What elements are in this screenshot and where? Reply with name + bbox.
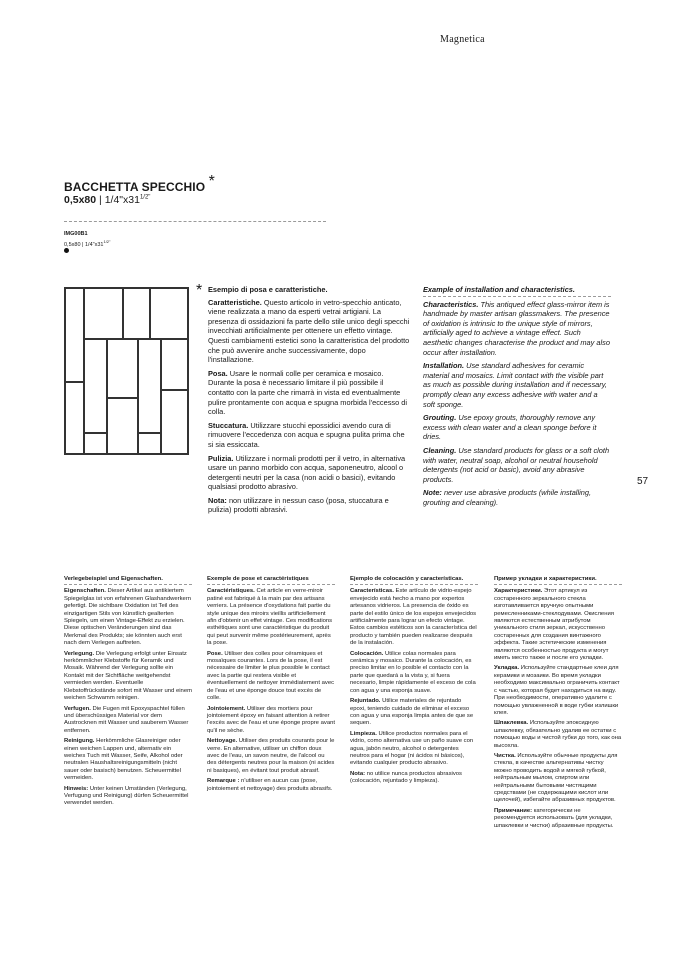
code-size-sup: 1/2" bbox=[103, 239, 111, 244]
divider bbox=[64, 221, 326, 222]
label: Nettoyage. bbox=[207, 738, 238, 745]
italian-cleaning bbox=[208, 454, 410, 492]
label: Caractéristiques. bbox=[207, 588, 255, 595]
stick-tile bbox=[161, 390, 188, 454]
text: n'utiliser en aucun cas (pose, jointoiement et nettoyage) des produits abrasifs. bbox=[207, 778, 333, 792]
text: Используйте обычные продукты для стекла, в качестве альтернативы чистку можно проводить водой и мягкой губкой, нейтральным мылом, спиртом или нейтральными бытовыми чистящими средствами (не содержащими кислот или щелочей), избегайте абразивных продуктов. bbox=[494, 752, 618, 804]
label: Limpieza. bbox=[350, 730, 377, 737]
text: Use epoxy grouts, thoroughly remove any excess with clean water and a clean sponge before it dries. bbox=[423, 413, 597, 442]
stick-tile bbox=[161, 339, 188, 390]
label: Caratteristiche. bbox=[208, 297, 262, 307]
french-note bbox=[207, 778, 335, 793]
label: Характеристики. bbox=[494, 588, 543, 595]
russian-grouting bbox=[494, 720, 622, 750]
text: Используйте эпоксидную шпаклевку, обязательно удалив ее остатки с помощью воды и чистой губки до того, как она высохла. bbox=[494, 720, 622, 749]
text: Utilice colas normales para cerámica y mosaico. Durante la colocación, es preciso limitar en lo posible el contacto con la parte que quedará a la vista y, si fuera necesario, limpie rápidamente el exceso de cola con agua y una esponja suave. bbox=[350, 650, 476, 694]
label: Hinweis: bbox=[64, 785, 89, 792]
russian-note bbox=[494, 808, 622, 830]
label: Note: bbox=[423, 488, 442, 498]
label: Characteristics. bbox=[423, 299, 479, 309]
text: Cet article en verre-miroir patiné est fabriqué à la main par des artisans verriers. La présence d'oxydations fait partie du style unique des miroirs vieillis artificiellement afin d'obtenir un effet vintage. Ces modifications esthétiques sont une caractéristique du produit qui peut survenir même postérieurement, après la pose. bbox=[207, 588, 333, 647]
stick-tile bbox=[107, 398, 138, 454]
label: Nota: bbox=[208, 495, 227, 505]
text: Este artículo de vidrio-espejo envejecido está hecho a mano por expertos artesanos vidrieros. La presencia de óxido es parte del estilo único de los espejos envejecidos artificialmente para lograr un efecto vintage. Estos cambios estéticos son la característica del producto y también pueden realizarse después de la instalación. bbox=[350, 588, 477, 647]
english-grouting bbox=[423, 413, 611, 442]
text: never use abrasive products (while installing, grouting and cleaning). bbox=[423, 488, 592, 507]
stick-tile bbox=[65, 288, 84, 382]
text: Die Verlegung erfolgt unter Einsatz herkömmlicher Klebstoffe für Keramik und Mosaik. Während der Verlegung sollte ein Kontakt mit der Sichtfläche weitgehendst vermieden werden. Eventuelle Klebstoffrückstände sofort mit Wasser und einem weichen Schwamm reinigen. bbox=[64, 650, 193, 702]
german-installation bbox=[64, 651, 192, 703]
english-installation bbox=[423, 361, 611, 409]
installation-pattern-diagram bbox=[64, 287, 189, 455]
english-heading: Example of installation and characteristics. bbox=[423, 285, 611, 297]
text: категорически не рекомендуется использовать (для укладки, шпаклевки и чистки) абразивные продукты. bbox=[494, 807, 614, 829]
stick-tile bbox=[138, 339, 161, 433]
product-title-text: BACCHETTA SPECCHIO bbox=[64, 180, 206, 194]
german-grouting bbox=[64, 706, 192, 736]
spanish-grouting bbox=[350, 698, 478, 728]
french-characteristics bbox=[207, 588, 335, 647]
spanish-cleaning bbox=[350, 731, 478, 768]
text: Используйте стандартные клеи для керамики и мозаики. Во время укладки необходимо максимально ограничить контакт с частью, которая будет находиться на виду. При необходимости, оперативно удалите с помощью увлажненной в воде губки излишки клея. bbox=[494, 665, 620, 716]
german-characteristics bbox=[64, 588, 192, 647]
italian-characteristics bbox=[208, 298, 410, 365]
german-note bbox=[64, 786, 192, 808]
text: Herkömmliche Glasreiniger oder einen weichen Lappen und, alternativ ein weiches Tuch mit Wasser, Seife, Alkohol oder neutralen Haushaltsreinigungsmitteln (nicht sauer oder basisch) benutzen. Scheuermittel vermeiden. bbox=[64, 738, 183, 782]
label: Verlegung. bbox=[64, 650, 95, 657]
stick-tile bbox=[84, 339, 107, 433]
italian-heading: Esempio di posa e caratteristiche. bbox=[208, 285, 328, 294]
text: Usare le normali colle per ceramica e mosaico. Durante la posa è necessario limitare il più possibile il contatto con la parte che rimarrà in vista ed eventualmente pulire prontamente con acqua e spugna morbida l'eccesso di colla. bbox=[208, 368, 408, 417]
text: Этот артикул из состаренного зеркального стекла изготавливается вручную опытными ремесленниками-стеклодувами. Окисления являются естественным атрибутом уникального стиля зеркал, искусственно состаренных для создания винтажного эффекта. Такие эстетические изменения являются особенностью продукта и могут иметь место также и после его укладки. bbox=[494, 588, 614, 662]
text: Unter keinen Umständen (Verlegung, Verfugung und Reinigung) dürfen Scheuermittel verwendet werden. bbox=[64, 785, 189, 807]
brand-name: Magnetica bbox=[440, 34, 485, 45]
italian-grouting bbox=[208, 421, 410, 450]
page-number: 57 bbox=[637, 476, 649, 487]
text: Dieser Artikel aus antikiertem Spiegelglas ist von erfahrenen Glashandwerkern gefertigt. Die sichtbare Oxidation ist Teil des einzigartigen Stils von künstlich gealterten Spiegeln, um einen Vintage-Effekt zu erzielen. Diese optischen Veränderungen sind das Merkmal des Produkts; sie könnten auch erst nach dem Verlegen auftreten. bbox=[64, 588, 192, 647]
product-code: IMG00B1 bbox=[64, 231, 88, 237]
asterisk-mark: * bbox=[196, 282, 203, 299]
code-size-text: 0,5x80 | 1/4"x31 bbox=[64, 241, 104, 248]
french-installation bbox=[207, 651, 335, 703]
russian-installation bbox=[494, 665, 622, 717]
text: no utilice nunca productos abrasivos (colocación, rejuntado y limpieza). bbox=[350, 770, 462, 785]
label: Eigenschaften. bbox=[64, 588, 106, 595]
stick-tile bbox=[84, 433, 107, 454]
german-cleaning bbox=[64, 738, 192, 782]
product-size-sup: 1/2" bbox=[139, 194, 151, 201]
english-characteristics bbox=[423, 300, 611, 358]
french-section bbox=[207, 576, 335, 796]
label: Cleaning. bbox=[423, 445, 457, 455]
text: This antiqued effect glass-mirror item is handmade by master artisan glassmakers. The presence of oxidation is intrinsic to the unique style of mirrors, artificially aged to achieve a vintage effect. Such aesthetic changes characterise the product and may also occur after installation. bbox=[423, 299, 610, 357]
label: Nota: bbox=[350, 770, 366, 777]
french-grouting bbox=[207, 706, 335, 736]
french-heading: Exemple de pose et caractéristiques bbox=[207, 576, 335, 585]
stick-tile bbox=[123, 288, 150, 339]
product-size-inches: | 1/4"x31 bbox=[99, 194, 140, 206]
stick-tile bbox=[150, 288, 188, 339]
text: Utilice productos normales para el vidrio, como alternativa use un paño suave con agua, jabón neutro, alcohol o detergentes neutros para el hogar (ni ácidos ni básicos), evitando cualquier producto abrasivo. bbox=[350, 730, 474, 767]
label: Примечание: bbox=[494, 807, 533, 814]
english-section bbox=[423, 285, 611, 511]
label: Jointoiement. bbox=[207, 705, 246, 712]
spanish-characteristics bbox=[350, 588, 478, 647]
spanish-heading: Ejemplo de colocación y características. bbox=[350, 576, 478, 585]
spanish-installation bbox=[350, 651, 478, 695]
stick-tile bbox=[65, 382, 84, 454]
text: non utilizzare in nessun caso (posa, stuccatura e pulizia) prodotti abrasivi. bbox=[208, 495, 389, 515]
text: Utiliser des mortiers pour jointoiement époxy en faisant attention à retirer l'excès avec de l'eau et une éponge propre avant qu'il ne sèche. bbox=[207, 705, 336, 734]
label: Pose. bbox=[207, 650, 223, 657]
italian-section bbox=[208, 285, 410, 519]
stick-tile bbox=[84, 288, 123, 339]
text: Utiliser des produits courants pour le verre. En alternative, utiliser un chiffon doux avec de l'eau, un savon neutre, de l'alcool ou des détergents neutres pour la maison (ni acides ni basiques), en évitant tout produit abrasif. bbox=[207, 738, 335, 774]
label: Colocación. bbox=[350, 650, 384, 657]
text: Die Fugen mit Epoxyspachtel füllen und überschüssiges Material vor dem Austrocknen mit Wasser und sauberem Wasser entfernen. bbox=[64, 705, 189, 734]
text: Utilizzare stucchi epossidici avendo cura di rimuovere l'eccedenza con acqua e spugna pulita prima che si sia essiccata. bbox=[208, 420, 405, 449]
label: Pulizia. bbox=[208, 453, 234, 463]
label: Чистка. bbox=[494, 752, 516, 759]
french-cleaning bbox=[207, 738, 335, 775]
label: Rejuntado. bbox=[350, 698, 381, 705]
product-code-size bbox=[64, 239, 110, 248]
label: Posa. bbox=[208, 368, 228, 378]
german-section bbox=[64, 576, 192, 811]
spanish-section bbox=[350, 576, 478, 789]
italian-note bbox=[208, 496, 410, 515]
product-size-metric: 0,5x80 bbox=[64, 194, 97, 206]
label: Reinigung. bbox=[64, 738, 95, 745]
finish-dot-icon bbox=[64, 248, 69, 253]
russian-section bbox=[494, 576, 622, 833]
russian-characteristics bbox=[494, 588, 622, 662]
product-size bbox=[64, 194, 150, 206]
text: Utilizzare i normali prodotti per il vetro, in alternativa usare un panno morbido con acqua, saponeneutro, alcool o detergenti neutri per la casa (non acidi o basici), evitando qualsiasi prodotto abrasivo. bbox=[208, 453, 406, 492]
german-heading: Verlegebeispiel und Eigenschaften. bbox=[64, 576, 192, 585]
label: Stuccatura. bbox=[208, 420, 249, 430]
label: Grouting. bbox=[423, 413, 457, 423]
english-cleaning bbox=[423, 446, 611, 484]
label: Características. bbox=[350, 588, 394, 595]
spanish-note bbox=[350, 771, 478, 786]
russian-heading: Пример укладки и характеристики. bbox=[494, 576, 622, 585]
text: Use standard products for glass or a soft cloth with water, neutral soap, alcohol or neutral household detergents (not acid or basic), avoid any abrasive products. bbox=[423, 445, 610, 484]
russian-cleaning bbox=[494, 753, 622, 805]
label: Remarque : bbox=[207, 778, 240, 785]
english-note bbox=[423, 488, 611, 507]
label: Installation. bbox=[423, 361, 465, 371]
text: Use standard adhesives for ceramic material and mosaics. Limit contact with the visible part as much as possible during installation and if necessary, promptly clean any excess adhesive with water and a soft sponge. bbox=[423, 361, 607, 409]
text: Utilice materiales de rejuntado epoxi, teniendo cuidado de eliminar el exceso con agua y una esponja limpia antes de que se sequen. bbox=[350, 698, 474, 727]
text: Utiliser des colles pour céramiques et mosaïques courantes. Lors de la pose, il est nécessaire de limiter le plus possible le contact avec la partie qui restera visible et éventuellement de nettoyer immédiatement avec de l'eau et une éponge douce tout excès de colle. bbox=[207, 650, 335, 702]
label: Шпаклевка. bbox=[494, 720, 529, 727]
stick-tile bbox=[138, 433, 161, 454]
text: Questo articolo in vetro-specchio anticato, viene realizzata a mano da esperti vetrai artigiani. La presenza di ossidazioni fa parte dello stile unico degli specchi invecchiati artificialmente per ottenere un effetto vintage. Questi cambiamenti estetici sono la caratteristica del prodotto che può avvenire anche successivamente, dopo l'installazione. bbox=[208, 297, 410, 365]
stick-tile bbox=[107, 339, 138, 398]
asterisk-mark: * bbox=[208, 173, 215, 190]
italian-installation bbox=[208, 369, 410, 417]
label: Verfugen. bbox=[64, 705, 91, 712]
label: Укладка. bbox=[494, 665, 520, 672]
